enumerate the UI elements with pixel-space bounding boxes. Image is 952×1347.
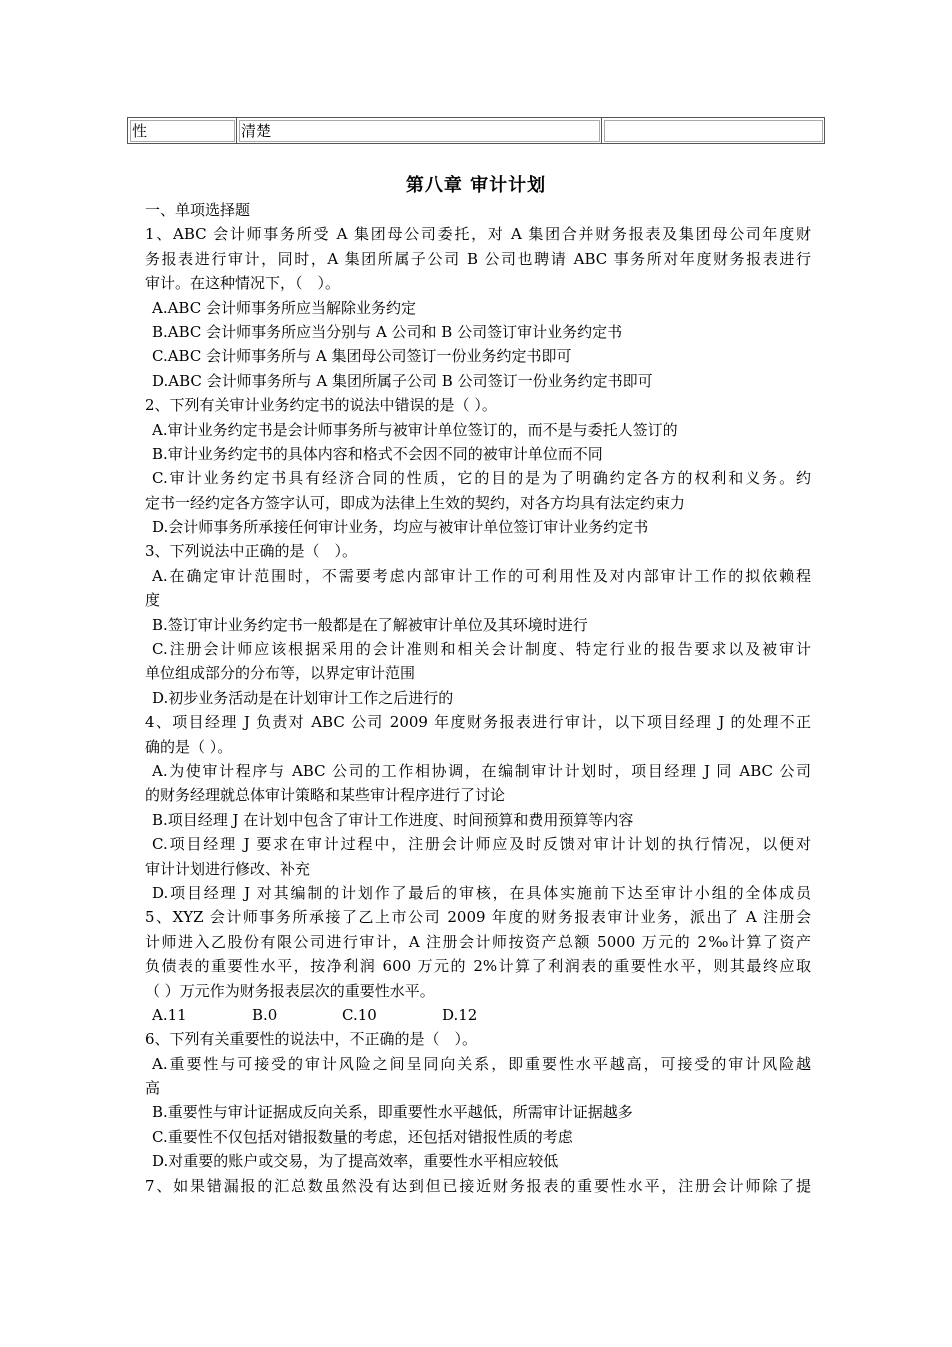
text-line: C.ABC 会计师事务所与 A 集团母公司签订一份业务约定书即可 [152,347,572,366]
text-line: 审计计划进行修改、补充 [145,859,311,878]
text-line: D.项目经理 J 对其编制的计划作了最后的审核，在具体实施前下达至审计小组的全体成员 [152,883,811,902]
text-line: 务报表进行审计，同时，A 集团所属子公司 B 公司也聘请 ABC 事务所对年度财务报表进行 [145,249,811,268]
text-line: 2、下列有关审计业务约定书的说法中错误的是（ ）。 [145,396,497,415]
table-cell: 性 [128,118,237,144]
text-line: B.ABC 会计师事务所应当分别与 A 公司和 B 公司签订审计业务约定书 [152,322,623,341]
text-line: 度 [145,591,161,610]
text-line: 审计。在这种情况下，（ ）。 [145,274,341,293]
text-line: A.审计业务约定书是会计师事务所与被审计单位签订的，而不是与委托人签订的 [152,420,678,439]
text-line: 7、如果错漏报的汇总数虽然没有达到但已接近财务报表的重要性水平，注册会计师除了提 [145,1176,811,1195]
text-line: C.重要性不仅包括对错报数量的考虑，还包括对错报性质的考虑 [152,1127,573,1146]
text-line: B.签订审计业务约定书一般都是在了解被审计单位及其环境时进行 [152,615,588,634]
text-line: 高 [145,1079,161,1098]
text-line: D.对重要的账户或交易，为了提高效率，重要性水平相应较低 [152,1152,559,1171]
text-line: A.在确定审计范围时，不需要考虑内部审计工作的可利用性及对内部审计工作的拟依赖程 [152,566,811,585]
text-line: B.项目经理 J 在计划中包含了审计工作进度、时间预算和费用预算等内容 [152,810,634,829]
question-body [145,198,811,1198]
table-row [128,118,825,144]
option-text: D.12 [442,1005,478,1024]
text-line: C.审计业务约定书具有经济合同的性质，它的目的是为了明确约定各方的权利和义务。约 [152,469,811,488]
text-line: （ ）万元作为财务报表层次的重要性水平。 [145,981,435,1000]
text-line: 5、XYZ 会计师事务所承接了乙上市公司 2009 年度的财务报表审计业务，派出了 A 注册会 [145,908,811,927]
text-line: D.初步业务活动是在计划审计工作之后进行的 [152,688,454,707]
text-line: B.审计业务约定书的具体内容和格式不会因不同的被审计单位而不同 [152,444,603,463]
table-cell [602,118,825,144]
table-cell: 清楚 [237,118,602,144]
option-text: B.0 [252,1005,278,1024]
text-line: 3、下列说法中正确的是（ ）。 [145,542,358,561]
text-line: A.重要性与可接受的审计风险之间呈同向关系，即重要性水平越高，可接受的审计风险越 [152,1054,811,1073]
section-heading: 一、单项选择题 [145,201,251,219]
text-line: 6、下列有关重要性的说法中，不正确的是（ ）。 [145,1030,478,1049]
q5-options [145,1003,811,1027]
text-line: 负债表的重要性水平，按净利润 600 万元的 2%计算了利润表的重要性水平，则其最终应取 [145,957,811,976]
text-line: 4、项目经理 J 负责对 ABC 公司 2009 年度财务报表进行审计，以下项目经理 J 的处理不正 [145,713,811,732]
text-line: 定书一经约定各方签字认可，即成为法律上生效的契约，对各方均具有法定约束力 [145,493,686,512]
text-line: 的财务经理就总体审计策略和某些审计程序进行了讨论 [145,786,506,805]
text-line: 单位组成部分的分布等，以界定审计范围 [145,664,416,683]
text-line: A.ABC 会计师事务所应当解除业务约定 [152,298,416,317]
text-line: C.注册会计师应该根据采用的会计准则和相关会计制度、特定行业的报告要求以及被审计 [152,640,811,659]
text-line: 计师进入乙股份有限公司进行审计，A 注册会计师按资产总额 5000 万元的 2‰计算了资产 [145,932,811,951]
text-line: 确的是（ ）。 [145,737,233,756]
text-line: 1、ABC 会计师事务所受 A 集团母公司委托，对 A 集团合并财务报表及集团母公司年度财 [145,225,811,244]
text-line: B.重要性与审计证据成反向关系，即重要性水平越低，所需审计证据越多 [152,1103,633,1122]
text-line: D.会计师事务所承接任何审计业务，均应与被审计单位签订审计业务约定书 [152,518,649,537]
continuation-table [127,117,825,144]
chapter-title: 第八章 审计计划 [405,175,547,196]
option-text: C.10 [342,1005,377,1024]
text-line: C.项目经理 J 要求在审计过程中，注册会计师应及时反馈对审计计划的执行情况，以便对 [152,835,811,854]
text-line: D.ABC 会计师事务所与 A 集团所属子公司 B 公司签订一份业务约定书即可 [152,371,653,390]
text-line: A.为使审计程序与 ABC 公司的工作相协调，在编制审计计划时，项目经理 J 同 ABC 公司 [152,761,811,780]
option-text: A.11 [152,1005,187,1024]
